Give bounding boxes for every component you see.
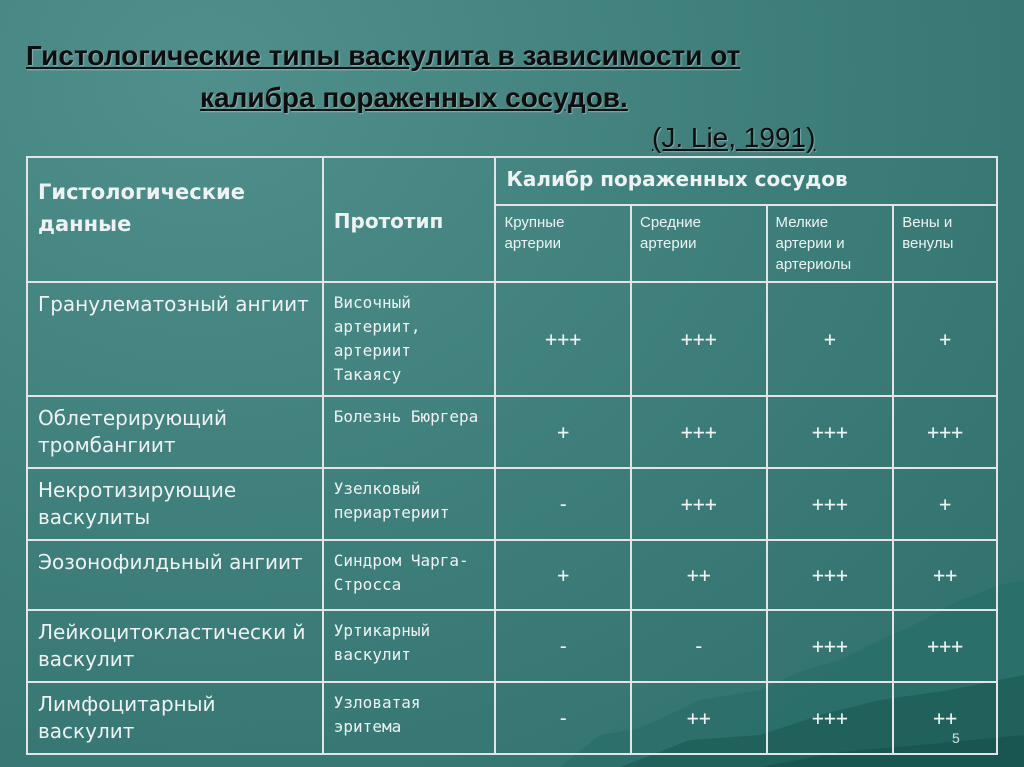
value-cell: +++	[631, 396, 767, 468]
value-cell: ++	[893, 682, 997, 754]
row-histology: Лимфоцитарный васкулит	[27, 682, 323, 754]
value-cell: +	[893, 468, 997, 540]
row-histology: Облетерирующий тромбангиит	[27, 396, 323, 468]
title-line-2: калибра пораженных сосудов.	[200, 82, 628, 113]
value-cell: +++	[893, 396, 997, 468]
value-cell: +++	[767, 682, 894, 754]
value-cell: -	[495, 610, 631, 682]
value-cell: +++	[767, 540, 894, 610]
table-row	[27, 468, 997, 540]
page-number: 5	[952, 730, 960, 746]
title-line-1: Гистологические типы васкулита в зависимости от	[26, 40, 741, 71]
row-histology: Гранулематозный ангиит	[27, 282, 323, 396]
table-row	[27, 682, 997, 754]
value-cell: +++	[893, 610, 997, 682]
row-histology: Некротизирующие васкулиты	[27, 468, 323, 540]
value-cell: -	[495, 468, 631, 540]
row-prototype: Болезнь Бюргера	[323, 396, 496, 468]
value-cell: ++	[631, 682, 767, 754]
header-caliber: Калибр пораженных сосудов	[495, 157, 997, 205]
row-prototype: Уртикарный васкулит	[323, 610, 496, 682]
value-cell: +++	[767, 396, 894, 468]
table-row	[27, 540, 997, 610]
value-cell: ++	[893, 540, 997, 610]
row-prototype: Узелковый периартериит	[323, 468, 496, 540]
row-histology: Лейкоцитокластически й васкулит	[27, 610, 323, 682]
value-cell: +	[495, 396, 631, 468]
row-prototype: Узловатая эритема	[323, 682, 496, 754]
value-cell: +	[893, 282, 997, 396]
subheader-medium-arteries: Средние артерии	[631, 205, 767, 282]
row-histology: Эозонофилдьный ангиит	[27, 540, 323, 610]
value-cell: -	[495, 682, 631, 754]
value-cell: ++	[631, 540, 767, 610]
table-row	[27, 610, 997, 682]
vasculitis-table	[26, 156, 998, 755]
value-cell: +++	[631, 282, 767, 396]
table-row	[27, 396, 997, 468]
row-prototype: Синдром Чарга-Стросса	[323, 540, 496, 610]
title-citation: (J. Lie, 1991)	[652, 122, 816, 153]
value-cell: +	[767, 282, 894, 396]
value-cell: +	[495, 540, 631, 610]
value-cell: +++	[631, 468, 767, 540]
subheader-large-arteries: Крупные артерии	[495, 205, 631, 282]
header-histology: Гистологические данные	[27, 157, 323, 282]
value-cell: +++	[767, 610, 894, 682]
subheader-veins: Вены и венулы	[893, 205, 997, 282]
value-cell: -	[631, 610, 767, 682]
row-prototype: Височный артериит, артериит Такаясу	[323, 282, 496, 396]
header-prototype: Прототип	[323, 157, 496, 282]
value-cell: +++	[767, 468, 894, 540]
value-cell: +++	[495, 282, 631, 396]
subheader-small-arteries: Мелкие артерии и артериолы	[767, 205, 894, 282]
table-row	[27, 282, 997, 396]
